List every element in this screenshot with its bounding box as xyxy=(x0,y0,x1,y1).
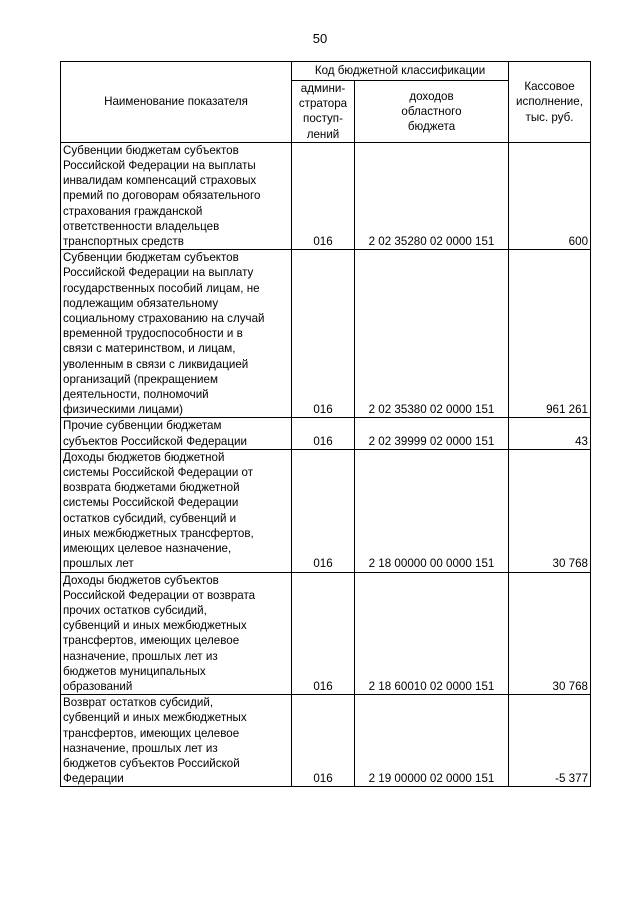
cell-name: Прочие субвенции бюджетам субъектов Российской Федерации xyxy=(61,418,292,449)
cell-income-code: 2 18 00000 00 0000 151 xyxy=(355,449,509,572)
cell-income-code: 2 02 35380 02 0000 151 xyxy=(355,250,509,418)
cell-admin-code: 016 xyxy=(292,449,355,572)
cell-name: Субвенции бюджетам субъектов Российской Федерации на выплаты инвалидам компенсаций страховых премий по договорам обязательного страхования гражданской ответственности владельцев транспортных средств xyxy=(61,142,292,249)
cell-income-code: 2 19 00000 02 0000 151 xyxy=(355,695,509,787)
cell-income-code: 2 02 39999 02 0000 151 xyxy=(355,418,509,449)
cell-amount: -5 377 xyxy=(509,695,591,787)
cell-income-code: 2 02 35280 02 0000 151 xyxy=(355,142,509,249)
table-row xyxy=(61,142,591,249)
header-admin: админи- стратора поступ- лений xyxy=(292,81,355,143)
cell-amount: 43 xyxy=(509,418,591,449)
page-number: 50 xyxy=(312,31,328,46)
table-header xyxy=(61,62,591,143)
table-body xyxy=(61,142,591,787)
header-name: Наименование показателя xyxy=(61,62,292,143)
header-classification-group: Код бюджетной классификации xyxy=(292,62,509,81)
header-amount: Кассовое исполнение, тыс. руб. xyxy=(509,62,591,143)
cell-name: Субвенции бюджетам субъектов Российской Федерации на выплату государственных пособий лицам, не подлежащим обязательному социальному страхованию на случай временной трудоспособности и в связи с материнством, и лицам, уволенным в связи с ликвидацией организаций (прекращением деятельности, полномочий физическими лицами) xyxy=(61,250,292,418)
cell-amount: 961 261 xyxy=(509,250,591,418)
cell-amount: 30 768 xyxy=(509,449,591,572)
cell-name: Доходы бюджетов бюджетной системы Российской Федерации от возврата бюджетами бюджетной системы Российской Федерации остатков субсидий, субвенций и иных межбюджетных трансфертов, имеющих целевое назначение, прошлых лет xyxy=(61,449,292,572)
table-row xyxy=(61,695,591,787)
cell-income-code: 2 18 60010 02 0000 151 xyxy=(355,572,509,695)
cell-admin-code: 016 xyxy=(292,250,355,418)
cell-admin-code: 016 xyxy=(292,418,355,449)
table-row xyxy=(61,449,591,572)
cell-amount: 30 768 xyxy=(509,572,591,695)
budget-table xyxy=(60,61,591,787)
header-income: доходов областного бюджета xyxy=(355,81,509,143)
cell-admin-code: 016 xyxy=(292,572,355,695)
cell-name: Возврат остатков субсидий, субвенций и иных межбюджетных трансфертов, имеющих целевое назначение, прошлых лет из бюджетов субъектов Российской Федерации xyxy=(61,695,292,787)
cell-admin-code: 016 xyxy=(292,142,355,249)
cell-amount: 600 xyxy=(509,142,591,249)
table-row xyxy=(61,418,591,449)
table-row xyxy=(61,250,591,418)
cell-name: Доходы бюджетов субъектов Российской Федерации от возврата прочих остатков субсидий, субвенций и иных межбюджетных трансфертов, имеющих целевое назначение, прошлых лет из бюджетов муниципальных образований xyxy=(61,572,292,695)
cell-admin-code: 016 xyxy=(292,695,355,787)
table-row xyxy=(61,572,591,695)
